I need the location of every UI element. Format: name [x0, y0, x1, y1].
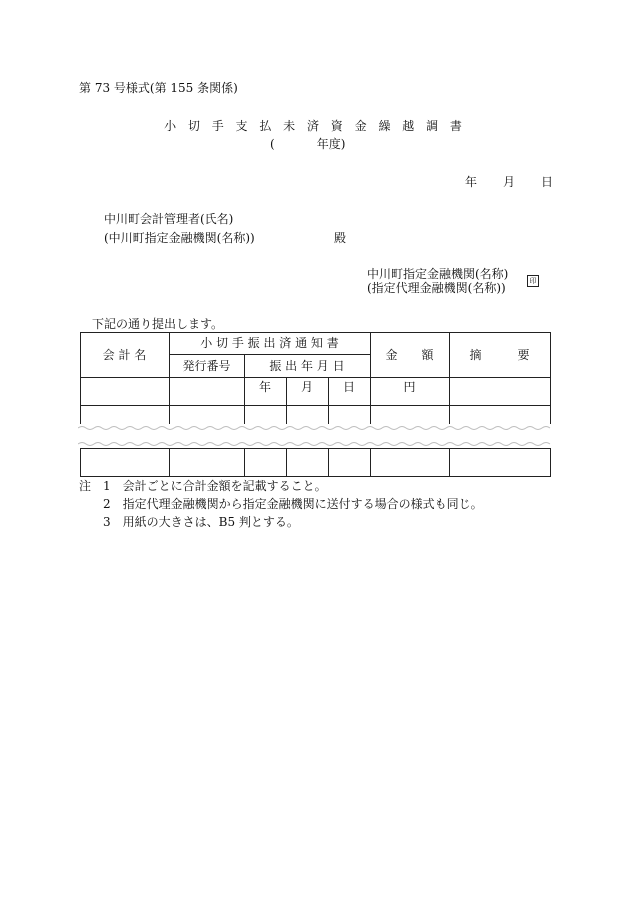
header-check-notice: 小 切 手 振 出 済 通 知 書	[200, 336, 339, 350]
fiscal-year-label: 年度)	[316, 137, 346, 151]
document-title: 小 切 手 支 払 未 済 資 金 繰 越 調 書	[164, 119, 466, 133]
carryover-table	[80, 332, 551, 476]
seal-mark: 印	[527, 275, 539, 287]
header-summary: 摘 要	[469, 348, 530, 362]
fiscal-year	[270, 137, 345, 151]
addressee-bank: (中川町指定金融機関(名称))	[104, 231, 255, 245]
note-3: 3 用紙の大きさは、B5 判とする。	[103, 515, 299, 529]
unit-year: 年	[258, 380, 271, 394]
note-2: 2 指定代理金融機関から指定金融機関に送付する場合の様式も同じ。	[103, 497, 483, 511]
table-break-wave	[78, 424, 553, 448]
unit-month: 月	[300, 380, 313, 394]
date-line	[465, 175, 553, 189]
form-number: 第 73 号様式(第 155 条関係)	[79, 81, 238, 95]
addressee-treasurer: 中川町会計管理者(氏名)	[104, 212, 234, 226]
date-day: 日	[541, 175, 554, 189]
sender-agent-bank: (指定代理金融機関(名称))	[367, 281, 506, 295]
unit-day: 日	[342, 380, 355, 394]
unit-yen: 円	[403, 380, 416, 394]
date-month: 月	[503, 175, 516, 189]
intro-text: 下記の通り提出します。	[92, 317, 224, 331]
header-issue-date: 振 出 年 月 日	[269, 359, 345, 373]
date-year: 年	[465, 175, 478, 189]
note-1: 注 1 会計ごとに合計金額を記載すること。	[79, 479, 327, 493]
sender-designated-bank: 中川町指定金融機関(名称)	[367, 267, 509, 281]
header-account-name: 会 計 名	[102, 348, 147, 362]
fiscal-year-open: (	[270, 137, 275, 151]
header-issue-number: 発行番号	[182, 359, 231, 373]
header-amount: 金 額	[385, 348, 434, 362]
honorific: 殿	[334, 231, 347, 245]
